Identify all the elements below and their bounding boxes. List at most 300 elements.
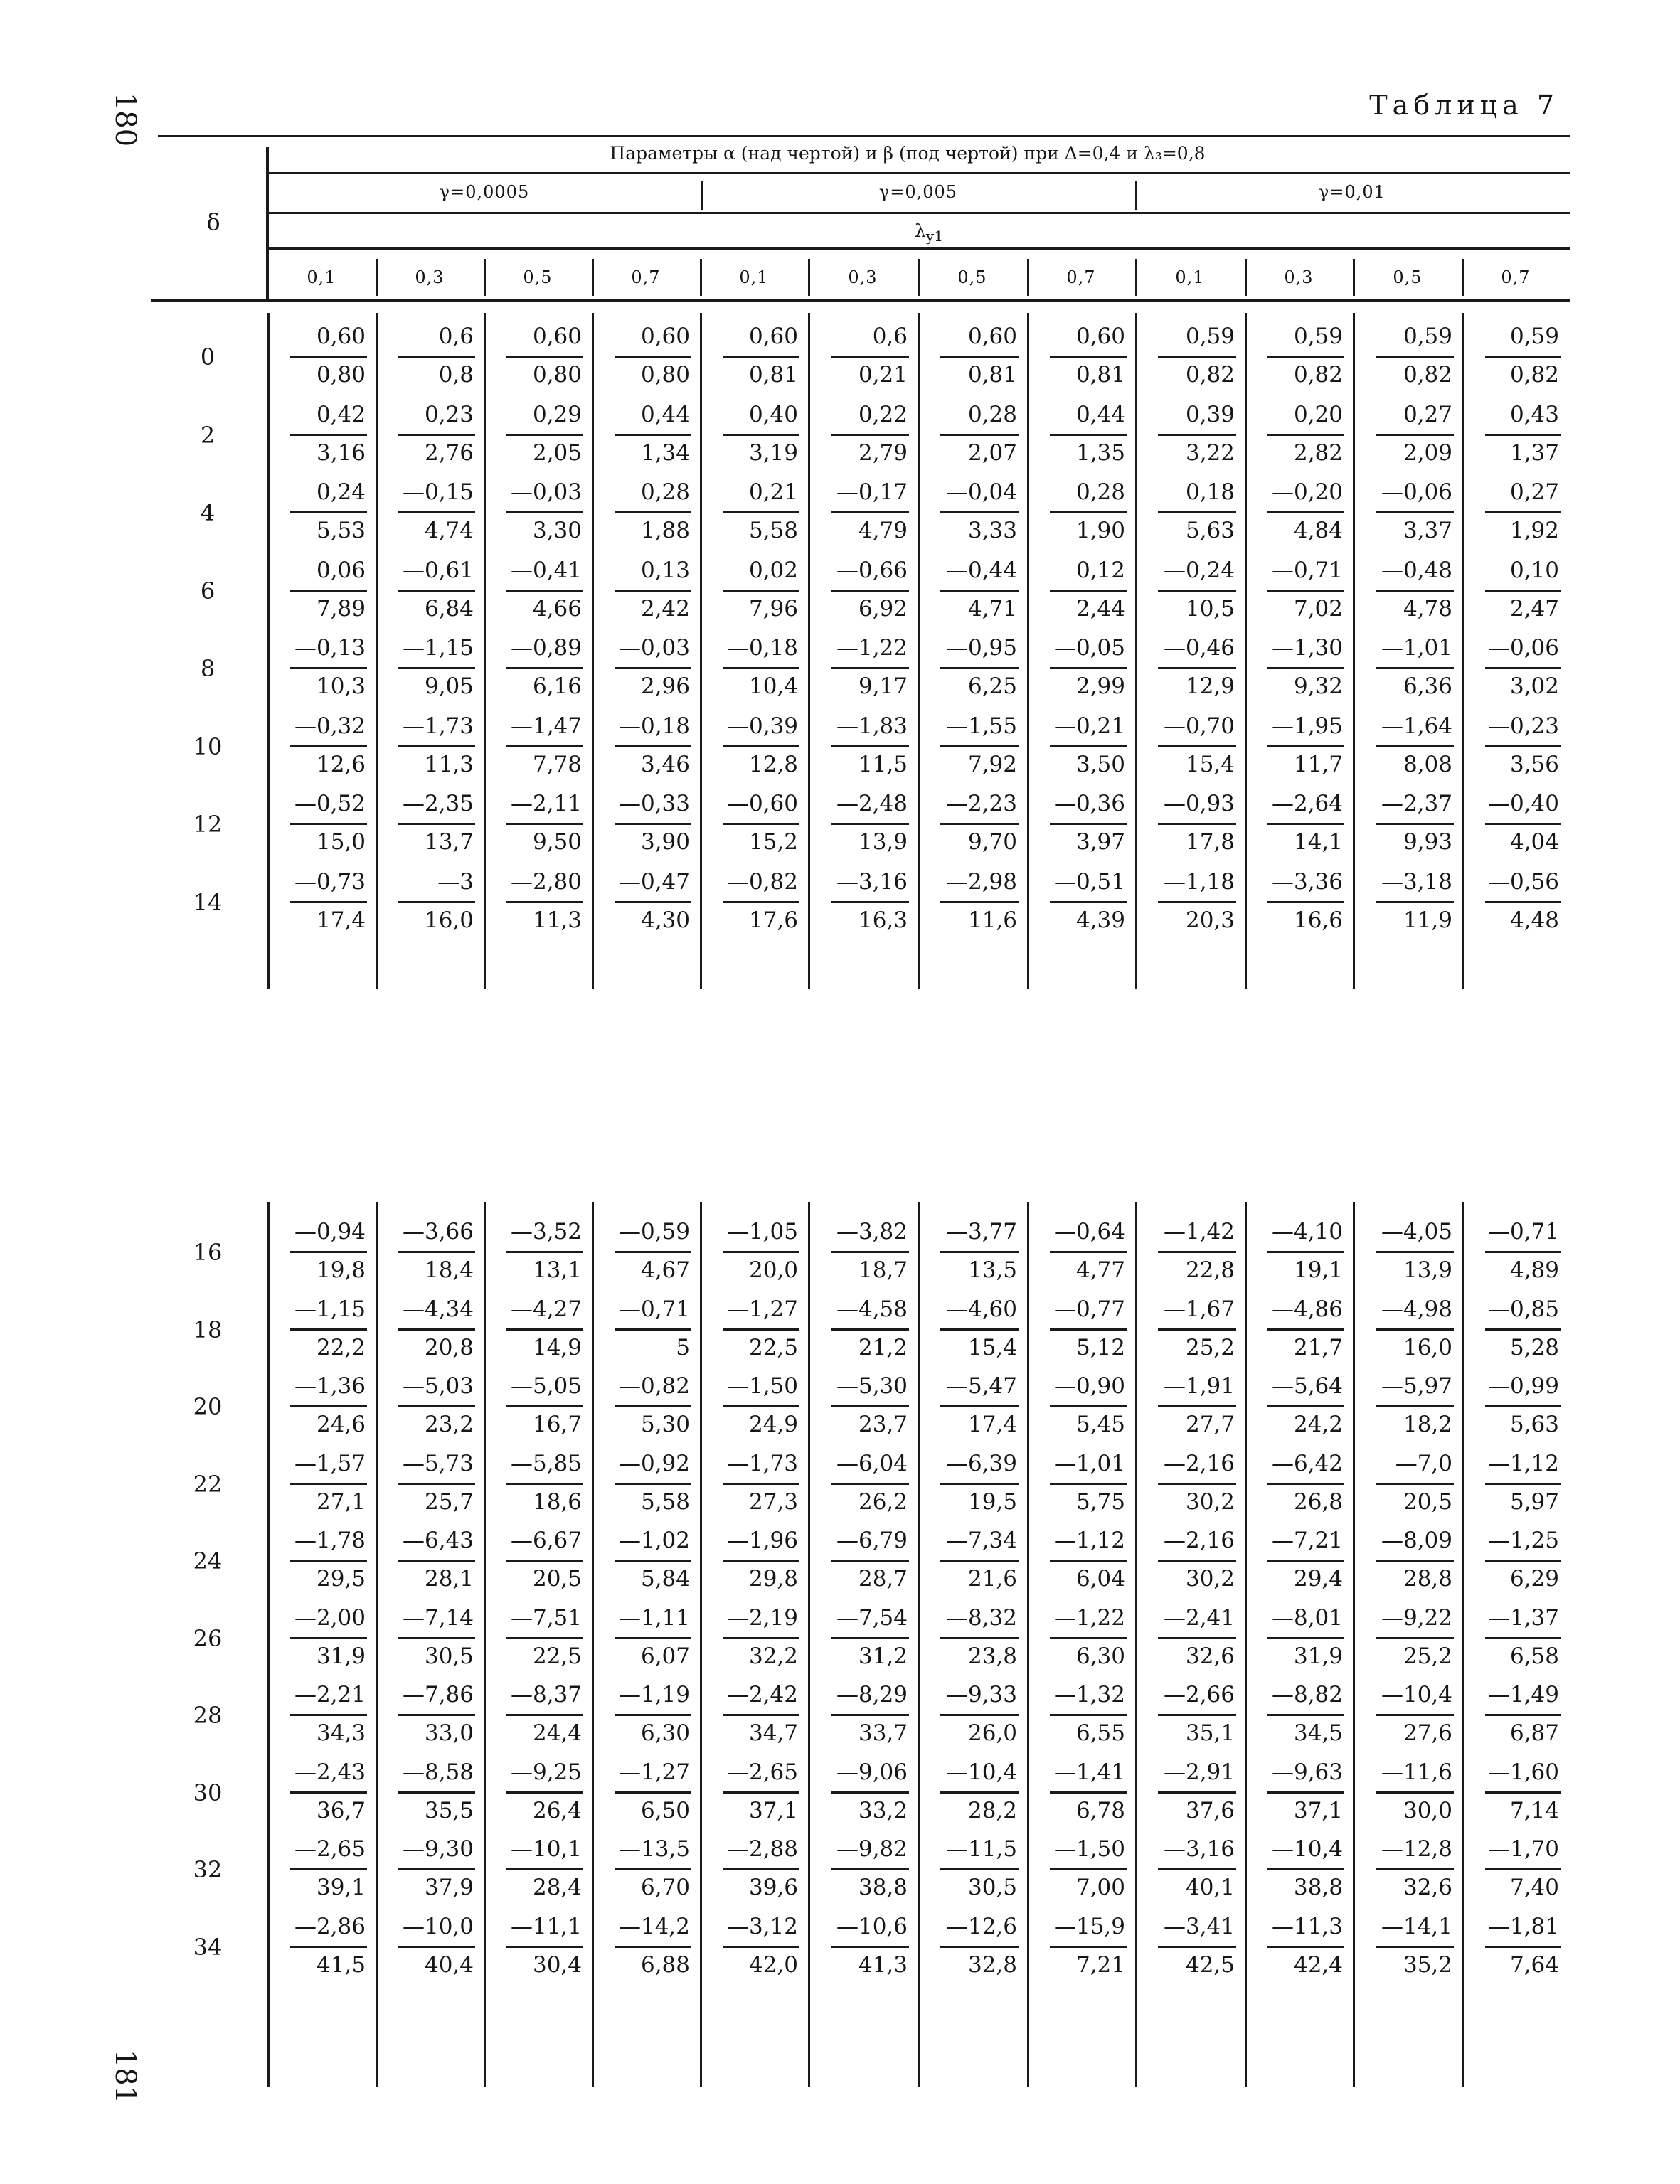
alpha-value: —2,80 <box>510 868 582 895</box>
beta-value: 9,05 <box>424 673 474 699</box>
alpha-value: —0,77 <box>1053 1296 1125 1322</box>
alpha-value: —0,39 <box>726 713 798 739</box>
beta-value: 12,6 <box>316 751 366 777</box>
alpha-value: —0,41 <box>510 557 582 583</box>
beta-value: 22,8 <box>1185 1257 1235 1283</box>
beta-value: 1,35 <box>1075 440 1125 466</box>
beta-value: 22,2 <box>316 1334 366 1360</box>
alpha-value: —1,60 <box>1487 1759 1559 1785</box>
alpha-value: —2,65 <box>726 1759 798 1785</box>
fraction-bar <box>1376 356 1454 358</box>
fraction-bar <box>1050 1251 1127 1253</box>
alpha-value: —2,66 <box>1163 1682 1235 1708</box>
alpha-value: —1,01 <box>1053 1450 1125 1476</box>
beta-value: 0,82 <box>1185 362 1235 388</box>
alpha-value: —5,64 <box>1271 1373 1343 1399</box>
alpha-value: —1,15 <box>294 1296 366 1322</box>
alpha-value: —2,00 <box>294 1604 366 1631</box>
alpha-value: —1,50 <box>726 1373 798 1399</box>
beta-value: 3,37 <box>1403 518 1452 543</box>
alpha-value: 0,59 <box>1185 324 1235 349</box>
fraction-bar <box>723 1637 799 1639</box>
fraction-bar <box>615 745 691 747</box>
beta-value: 15,4 <box>967 1334 1017 1360</box>
fraction-bar <box>1050 1791 1127 1794</box>
fraction-bar <box>1050 590 1127 592</box>
beta-value: 5 <box>676 1334 690 1360</box>
column-rule <box>700 1202 702 2087</box>
beta-value: 4,39 <box>1075 907 1125 933</box>
beta-value: 27,1 <box>316 1488 366 1515</box>
fraction-bar <box>1158 1791 1236 1794</box>
fraction-bar <box>1267 434 1344 436</box>
fraction-bar <box>1158 1560 1236 1562</box>
beta-value: 37,1 <box>1293 1797 1343 1823</box>
beta-value: 34,3 <box>316 1720 366 1746</box>
lambda-value: 0,5 <box>523 267 553 287</box>
fraction-bar <box>1158 745 1236 747</box>
beta-value: 19,1 <box>1293 1257 1343 1283</box>
alpha-value: —0,21 <box>1053 713 1125 739</box>
beta-value: 0,81 <box>1075 362 1125 388</box>
beta-value: 17,4 <box>316 907 366 933</box>
alpha-value: —0,47 <box>618 868 690 895</box>
fraction-bar <box>398 356 475 358</box>
alpha-value: —0,36 <box>1053 791 1125 816</box>
beta-value: 7,92 <box>967 751 1017 777</box>
alpha-value: —5,97 <box>1381 1373 1452 1399</box>
fraction-bar <box>1485 590 1561 592</box>
alpha-value: 0,60 <box>640 324 690 349</box>
beta-value: 13,9 <box>1403 1257 1452 1283</box>
beta-value: 25,2 <box>1185 1334 1235 1360</box>
alpha-value: —3,82 <box>836 1219 908 1245</box>
beta-value: 6,36 <box>1403 673 1452 699</box>
alpha-value: —0,04 <box>945 479 1017 505</box>
fraction-bar <box>831 901 909 903</box>
fraction-bar <box>723 901 799 903</box>
fraction-bar <box>831 1328 909 1331</box>
alpha-value: —3,41 <box>1163 1913 1235 1939</box>
alpha-value: —6,42 <box>1271 1450 1343 1476</box>
fraction-bar <box>1485 1946 1561 1948</box>
fraction-bar <box>290 1328 367 1331</box>
column-rule <box>918 1202 920 2087</box>
beta-value: 6,88 <box>640 1951 690 1978</box>
alpha-value: —1,22 <box>1053 1604 1125 1631</box>
alpha-value: —3,16 <box>836 868 908 895</box>
alpha-value: —2,19 <box>726 1604 798 1631</box>
alpha-value: —2,91 <box>1163 1759 1235 1785</box>
beta-value: 30,0 <box>1403 1797 1452 1823</box>
fraction-bar <box>1376 1560 1454 1562</box>
fraction-bar <box>940 901 1019 903</box>
alpha-value: 0,44 <box>1075 401 1125 427</box>
column-rule <box>1027 313 1029 989</box>
delta-value: 20 <box>193 1393 223 1420</box>
beta-value: 5,45 <box>1075 1412 1125 1437</box>
alpha-value: —8,29 <box>836 1682 908 1708</box>
alpha-value: —7,14 <box>402 1604 474 1631</box>
alpha-value: —1,73 <box>726 1450 798 1476</box>
fraction-bar <box>723 1483 799 1485</box>
beta-value: 21,7 <box>1293 1334 1343 1360</box>
fraction-bar <box>398 823 475 825</box>
alpha-value: 0,43 <box>1509 401 1559 427</box>
alpha-value: —0,59 <box>618 1219 690 1245</box>
alpha-value: 0,12 <box>1075 557 1125 583</box>
alpha-value: —4,27 <box>510 1296 582 1322</box>
alpha-value: —0,61 <box>402 557 474 583</box>
beta-value: 11,6 <box>967 907 1017 933</box>
fraction-bar <box>723 667 799 669</box>
fraction-bar <box>723 1714 799 1716</box>
alpha-value: 0,59 <box>1293 324 1343 349</box>
alpha-value: —0,48 <box>1381 557 1452 583</box>
beta-value: 5,97 <box>1509 1488 1559 1515</box>
alpha-value: —1,15 <box>402 635 474 661</box>
alpha-value: —2,42 <box>726 1682 798 1708</box>
fraction-bar <box>940 823 1019 825</box>
alpha-value: —0,52 <box>294 791 366 816</box>
fraction-bar <box>1050 1868 1127 1870</box>
beta-value: 1,34 <box>640 440 690 466</box>
fraction-bar <box>940 1405 1019 1407</box>
fraction-bar <box>940 356 1019 358</box>
delta-value: 32 <box>193 1856 223 1883</box>
beta-value: 4,74 <box>424 518 474 543</box>
alpha-value: —10,4 <box>945 1759 1017 1785</box>
beta-value: 23,2 <box>424 1412 474 1437</box>
alpha-value: —9,30 <box>402 1836 474 1862</box>
beta-value: 31,9 <box>316 1643 366 1669</box>
alpha-value: —1,50 <box>1053 1836 1125 1862</box>
lambda-value: 0,5 <box>1393 267 1423 287</box>
beta-value: 2,07 <box>967 440 1017 466</box>
fraction-bar <box>1050 901 1127 903</box>
fraction-bar <box>506 1868 583 1870</box>
header-top-rule <box>158 135 1570 137</box>
beta-value: 15,0 <box>316 829 366 855</box>
beta-value: 14,1 <box>1293 829 1343 855</box>
fraction-bar <box>506 434 583 436</box>
alpha-value: —0,99 <box>1487 1373 1559 1399</box>
beta-value: 21,2 <box>858 1334 908 1360</box>
fraction-bar <box>615 1714 691 1716</box>
fraction-bar <box>290 667 367 669</box>
beta-value: 10,5 <box>1185 595 1235 622</box>
fraction-bar <box>940 1791 1019 1794</box>
alpha-value: 0,21 <box>748 479 798 505</box>
fraction-bar <box>940 511 1019 513</box>
fraction-bar <box>1376 1637 1454 1639</box>
alpha-value: —7,86 <box>402 1682 474 1708</box>
fraction-bar <box>831 1946 909 1948</box>
alpha-value: —10,0 <box>402 1913 474 1939</box>
alpha-value: —0,17 <box>836 479 908 505</box>
alpha-value: —6,67 <box>510 1528 582 1553</box>
fraction-bar <box>723 1328 799 1331</box>
beta-value: 6,70 <box>640 1875 690 1900</box>
fraction-bar <box>1376 1328 1454 1331</box>
fraction-bar <box>1158 1405 1236 1407</box>
beta-value: 4,77 <box>1075 1257 1125 1283</box>
alpha-value: —0,71 <box>1271 557 1343 583</box>
delta-value: 30 <box>193 1779 223 1806</box>
alpha-value: —12,8 <box>1381 1836 1452 1862</box>
beta-value: 19,8 <box>316 1257 366 1283</box>
fraction-bar <box>723 1868 799 1870</box>
lambda-value: 0,3 <box>848 267 878 287</box>
alpha-value: —3,12 <box>726 1913 798 1939</box>
beta-value: 31,9 <box>1293 1643 1343 1669</box>
fraction-bar <box>290 1714 367 1716</box>
beta-value: 5,28 <box>1509 1334 1559 1360</box>
beta-value: 18,4 <box>424 1257 474 1283</box>
alpha-value: —9,63 <box>1271 1759 1343 1785</box>
alpha-value: —9,25 <box>510 1759 582 1785</box>
fraction-bar <box>398 434 475 436</box>
alpha-value: 0,23 <box>424 401 474 427</box>
alpha-value: —0,15 <box>402 479 474 505</box>
alpha-value: —0,73 <box>294 868 366 895</box>
alpha-value: —2,35 <box>402 791 474 816</box>
fraction-bar <box>398 1946 475 1948</box>
header-caption: Параметры α (над чертой) и β (под чертой) при Δ=0,4 и λ₃=0,8 <box>610 143 1206 164</box>
alpha-value: —4,98 <box>1381 1296 1452 1322</box>
alpha-value: —2,98 <box>945 868 1017 895</box>
alpha-value: —8,37 <box>510 1682 582 1708</box>
beta-value: 34,7 <box>748 1720 798 1746</box>
fraction-bar <box>1485 1483 1561 1485</box>
fraction-bar <box>506 356 583 358</box>
alpha-value: —0,64 <box>1053 1219 1125 1245</box>
beta-value: 29,8 <box>748 1566 798 1592</box>
delta-value: 2 <box>200 421 216 449</box>
fraction-bar <box>1158 1714 1236 1716</box>
beta-value: 3,33 <box>967 518 1017 543</box>
alpha-value: 0,6 <box>438 324 474 349</box>
fraction-bar <box>290 1405 367 1407</box>
fraction-bar <box>831 823 909 825</box>
alpha-value: —1,12 <box>1487 1450 1559 1476</box>
lambda-value: 0,1 <box>1175 267 1205 287</box>
fraction-bar <box>506 823 583 825</box>
alpha-value: —8,32 <box>945 1604 1017 1631</box>
beta-value: 26,0 <box>967 1720 1017 1746</box>
fraction-bar <box>831 1405 909 1407</box>
alpha-value: —7,54 <box>836 1604 908 1631</box>
fraction-bar <box>1158 511 1236 513</box>
alpha-value: —4,34 <box>402 1296 474 1322</box>
fraction-bar <box>1158 1251 1236 1253</box>
fraction-bar <box>1050 1946 1127 1948</box>
beta-value: 30,2 <box>1185 1488 1235 1515</box>
beta-value: 0,80 <box>640 362 690 388</box>
beta-value: 9,93 <box>1403 829 1452 855</box>
fraction-bar <box>1158 667 1236 669</box>
alpha-value: —2,65 <box>294 1836 366 1862</box>
fraction-bar <box>398 1791 475 1794</box>
beta-value: 11,5 <box>858 751 908 777</box>
fraction-bar <box>615 1405 691 1407</box>
beta-value: 30,5 <box>967 1875 1017 1900</box>
beta-value: 3,50 <box>1075 751 1125 777</box>
fraction-bar <box>1050 1714 1127 1716</box>
fraction-bar <box>1376 1251 1454 1253</box>
fraction-bar <box>615 901 691 903</box>
beta-value: 26,4 <box>532 1797 582 1823</box>
alpha-value: 0,28 <box>640 479 690 505</box>
fraction-bar <box>1376 590 1454 592</box>
column-rule <box>1353 313 1355 989</box>
beta-value: 7,00 <box>1075 1875 1125 1900</box>
fraction-bar <box>290 1791 367 1794</box>
beta-value: 0,82 <box>1403 362 1452 388</box>
beta-value: 2,82 <box>1293 440 1343 466</box>
beta-value: 5,58 <box>640 1488 690 1515</box>
lambda-value: 0,7 <box>1066 267 1096 287</box>
beta-value: 6,07 <box>640 1643 690 1669</box>
gamma-separator <box>1135 181 1137 210</box>
delta-value: 10 <box>193 733 223 760</box>
fraction-bar <box>940 1560 1019 1562</box>
fraction-bar <box>1050 511 1127 513</box>
alpha-value: —0,94 <box>294 1219 366 1245</box>
beta-value: 28,1 <box>424 1566 474 1592</box>
fraction-bar <box>398 1483 475 1485</box>
fraction-bar <box>831 356 909 358</box>
alpha-value: —3,16 <box>1163 1836 1235 1862</box>
fraction-bar <box>398 1405 475 1407</box>
beta-value: 32,8 <box>967 1951 1017 1978</box>
delta-header: δ <box>206 208 220 235</box>
fraction-bar <box>1050 1483 1127 1485</box>
page-number-top: 180 <box>109 92 142 147</box>
alpha-value: 0,6 <box>872 324 908 349</box>
alpha-value: —3,52 <box>510 1219 582 1245</box>
delta-value: 0 <box>200 343 216 371</box>
fraction-bar <box>506 1483 583 1485</box>
alpha-value: —3,36 <box>1271 868 1343 895</box>
fraction-bar <box>506 901 583 903</box>
beta-value: 39,1 <box>316 1875 366 1900</box>
beta-value: 11,9 <box>1403 907 1452 933</box>
fraction-bar <box>1376 1946 1454 1948</box>
fraction-bar <box>1158 1637 1236 1639</box>
fraction-bar <box>615 1868 691 1870</box>
alpha-value: 0,59 <box>1403 324 1452 349</box>
beta-value: 6,92 <box>858 595 908 622</box>
fraction-bar <box>831 667 909 669</box>
fraction-bar <box>1485 1251 1561 1253</box>
alpha-value: —1,96 <box>726 1528 798 1553</box>
lambda-y1-label <box>908 222 950 243</box>
beta-value: 2,47 <box>1509 595 1559 622</box>
alpha-value: —5,30 <box>836 1373 908 1399</box>
fraction-bar <box>1050 745 1127 747</box>
fraction-bar <box>290 434 367 436</box>
fraction-bar <box>615 434 691 436</box>
beta-value: 20,0 <box>748 1257 798 1283</box>
fraction-bar <box>1267 1560 1344 1562</box>
fraction-bar <box>398 745 475 747</box>
beta-value: 20,8 <box>424 1334 474 1360</box>
fraction-bar <box>1485 901 1561 903</box>
alpha-value: —1,64 <box>1381 713 1452 739</box>
column-rule <box>267 1202 270 2087</box>
delta-value: 8 <box>200 655 216 682</box>
delta-value: 26 <box>193 1624 223 1652</box>
beta-value: 35,1 <box>1185 1720 1235 1746</box>
fraction-bar <box>290 745 367 747</box>
beta-value: 9,50 <box>532 829 582 855</box>
beta-value: 18,6 <box>532 1488 582 1515</box>
alpha-value: —9,06 <box>836 1759 908 1785</box>
column-rule <box>918 313 920 989</box>
fraction-bar <box>1050 667 1127 669</box>
fraction-bar <box>723 1405 799 1407</box>
alpha-value: —0,60 <box>726 791 798 816</box>
beta-value: 25,7 <box>424 1488 474 1515</box>
fraction-bar <box>1485 356 1561 358</box>
beta-value: 30,5 <box>424 1643 474 1669</box>
alpha-value: —0,13 <box>294 635 366 661</box>
alpha-value: —0,90 <box>1053 1373 1125 1399</box>
fraction-bar <box>615 667 691 669</box>
alpha-value: —4,86 <box>1271 1296 1343 1322</box>
beta-value: 0,21 <box>858 362 908 388</box>
beta-value: 16,0 <box>1403 1334 1452 1360</box>
caption-rule <box>267 172 1570 174</box>
column-rule <box>592 313 594 989</box>
beta-value: 13,1 <box>532 1257 582 1283</box>
alpha-value: —1,49 <box>1487 1682 1559 1708</box>
beta-value: 7,64 <box>1509 1951 1559 1978</box>
fraction-bar <box>290 1946 367 1948</box>
alpha-value: —14,2 <box>618 1913 690 1939</box>
alpha-value: —2,23 <box>945 791 1017 816</box>
beta-value: 2,44 <box>1075 595 1125 622</box>
beta-value: 21,6 <box>967 1566 1017 1592</box>
beta-value: 3,56 <box>1509 751 1559 777</box>
fraction-bar <box>398 511 475 513</box>
fraction-bar <box>398 1637 475 1639</box>
alpha-value: —12,6 <box>945 1913 1017 1939</box>
beta-value: 5,53 <box>316 518 366 543</box>
fraction-bar <box>1158 901 1236 903</box>
column-rule <box>1027 1202 1029 2087</box>
column-rule <box>1245 1202 1247 2087</box>
beta-value: 0,8 <box>438 362 474 388</box>
beta-value: 7,21 <box>1075 1951 1125 1978</box>
fraction-bar <box>831 1868 909 1870</box>
fraction-bar <box>1485 511 1561 513</box>
alpha-value: —7,21 <box>1271 1528 1343 1553</box>
beta-value: 25,2 <box>1403 1643 1452 1669</box>
fraction-bar <box>831 590 909 592</box>
alpha-value: —0,23 <box>1487 713 1559 739</box>
alpha-value: 0,18 <box>1185 479 1235 505</box>
alpha-value: —0,85 <box>1487 1296 1559 1322</box>
beta-value: 7,96 <box>748 595 798 622</box>
beta-value: 6,30 <box>640 1720 690 1746</box>
alpha-value: —10,4 <box>1271 1836 1343 1862</box>
alpha-value: 0,22 <box>858 401 908 427</box>
column-rule <box>1135 1202 1137 2087</box>
fraction-bar <box>940 1637 1019 1639</box>
fraction-bar <box>1267 1946 1344 1948</box>
